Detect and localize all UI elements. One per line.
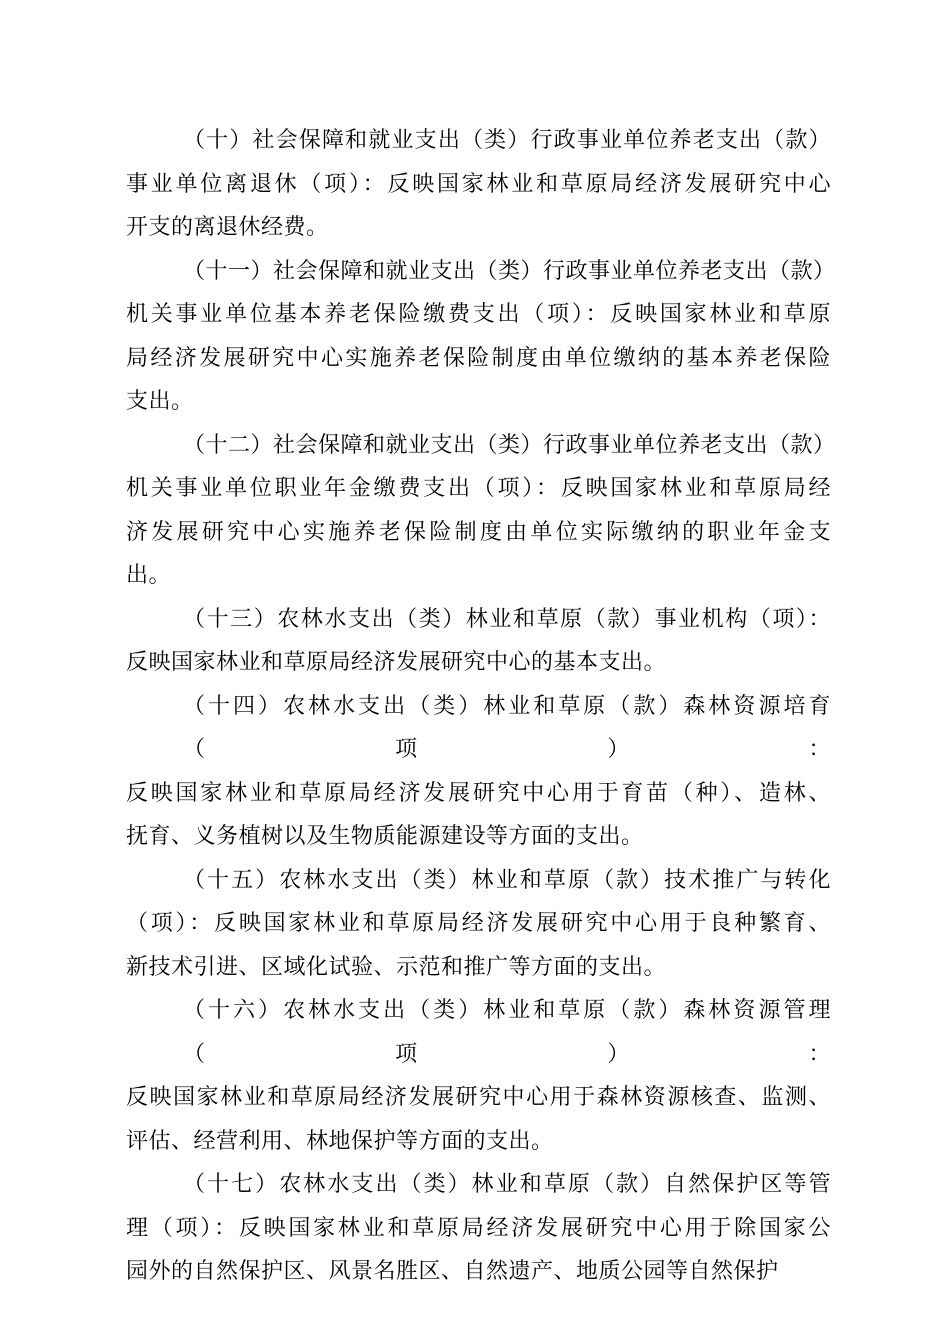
document-body <box>126 119 836 1294</box>
paragraph-line: 反映国家林业和草原局经济发展研究中心用于育苗（种）、造林、 <box>126 780 831 806</box>
paragraph-line: 理（项）：反映国家林业和草原局经济发展研究中心用于除国家公 <box>126 1215 831 1241</box>
paragraph <box>126 859 831 990</box>
paragraph-line: （项）：反映国家林业和草原局经济发展研究中心用于良种繁育、 <box>126 911 831 936</box>
paragraph <box>126 989 831 1163</box>
paragraph-line: 开支的离退休经费。 <box>126 215 329 240</box>
paragraph-line: 园外的自然保护区、风景名胜区、自然遗产、地质公园等自然保护 <box>126 1259 779 1284</box>
paragraph-line: （十二）社会保障和就业支出（类）行政事业单位养老支出（款） <box>183 432 836 458</box>
paragraph-line: 事业单位离退休（项）：反映国家林业和草原局经济发展研究中心 <box>126 171 831 197</box>
paragraph-line: 机关事业单位基本养老保险缴费支出（项）：反映国家林业和草原 <box>126 302 831 327</box>
paragraph-line: （十五）农林水支出（类）林业和草原（款）技术推广与转化 <box>183 867 831 893</box>
paragraph-line: 出。 <box>126 563 172 588</box>
paragraph-line: 反映国家林业和草原局经济发展研究中心的基本支出。 <box>126 650 667 675</box>
paragraph-line: （十四）农林水支出（类）林业和草原（款）森林资源培育（项）： <box>183 693 831 762</box>
paragraph-line: 局经济发展研究中心实施养老保险制度由单位缴纳的基本养老保险 <box>126 345 831 371</box>
paragraph <box>126 1163 831 1294</box>
paragraph <box>126 250 836 424</box>
paragraph-line: （十六）农林水支出（类）林业和草原（款）森林资源管理（项）： <box>183 998 831 1067</box>
paragraph <box>126 685 831 859</box>
paragraph-line: 评估、经营利用、林地保护等方面的支出。 <box>126 1128 554 1154</box>
paragraph-line: 机关事业单位职业年金缴费支出（项）：反映国家林业和草原局经 <box>126 476 831 501</box>
paragraph-line: （十三）农林水支出（类）林业和草原（款）事业机构（项）： <box>183 606 831 632</box>
paragraph-line: （十七）农林水支出（类）林业和草原（款）自然保护区等管 <box>183 1172 831 1197</box>
paragraph <box>126 119 831 250</box>
paragraph-line: 新技术引进、区域化试验、示范和推广等方面的支出。 <box>126 954 667 980</box>
paragraph-line: 支出。 <box>126 389 194 414</box>
paragraph-line: （十）社会保障和就业支出（类）行政事业单位养老支出（款） <box>183 128 831 153</box>
paragraph-line: 济发展研究中心实施养老保险制度由单位实际缴纳的职业年金支 <box>126 519 831 545</box>
paragraph <box>126 424 836 598</box>
paragraph-line: 反映国家林业和草原局经济发展研究中心用于森林资源核查、监测、 <box>126 1085 831 1110</box>
paragraph <box>126 598 831 685</box>
paragraph-line: （十一）社会保障和就业支出（类）行政事业单位养老支出（款） <box>183 258 836 284</box>
paragraph-line: 抚育、义务植树以及生物质能源建设等方面的支出。 <box>126 824 644 849</box>
